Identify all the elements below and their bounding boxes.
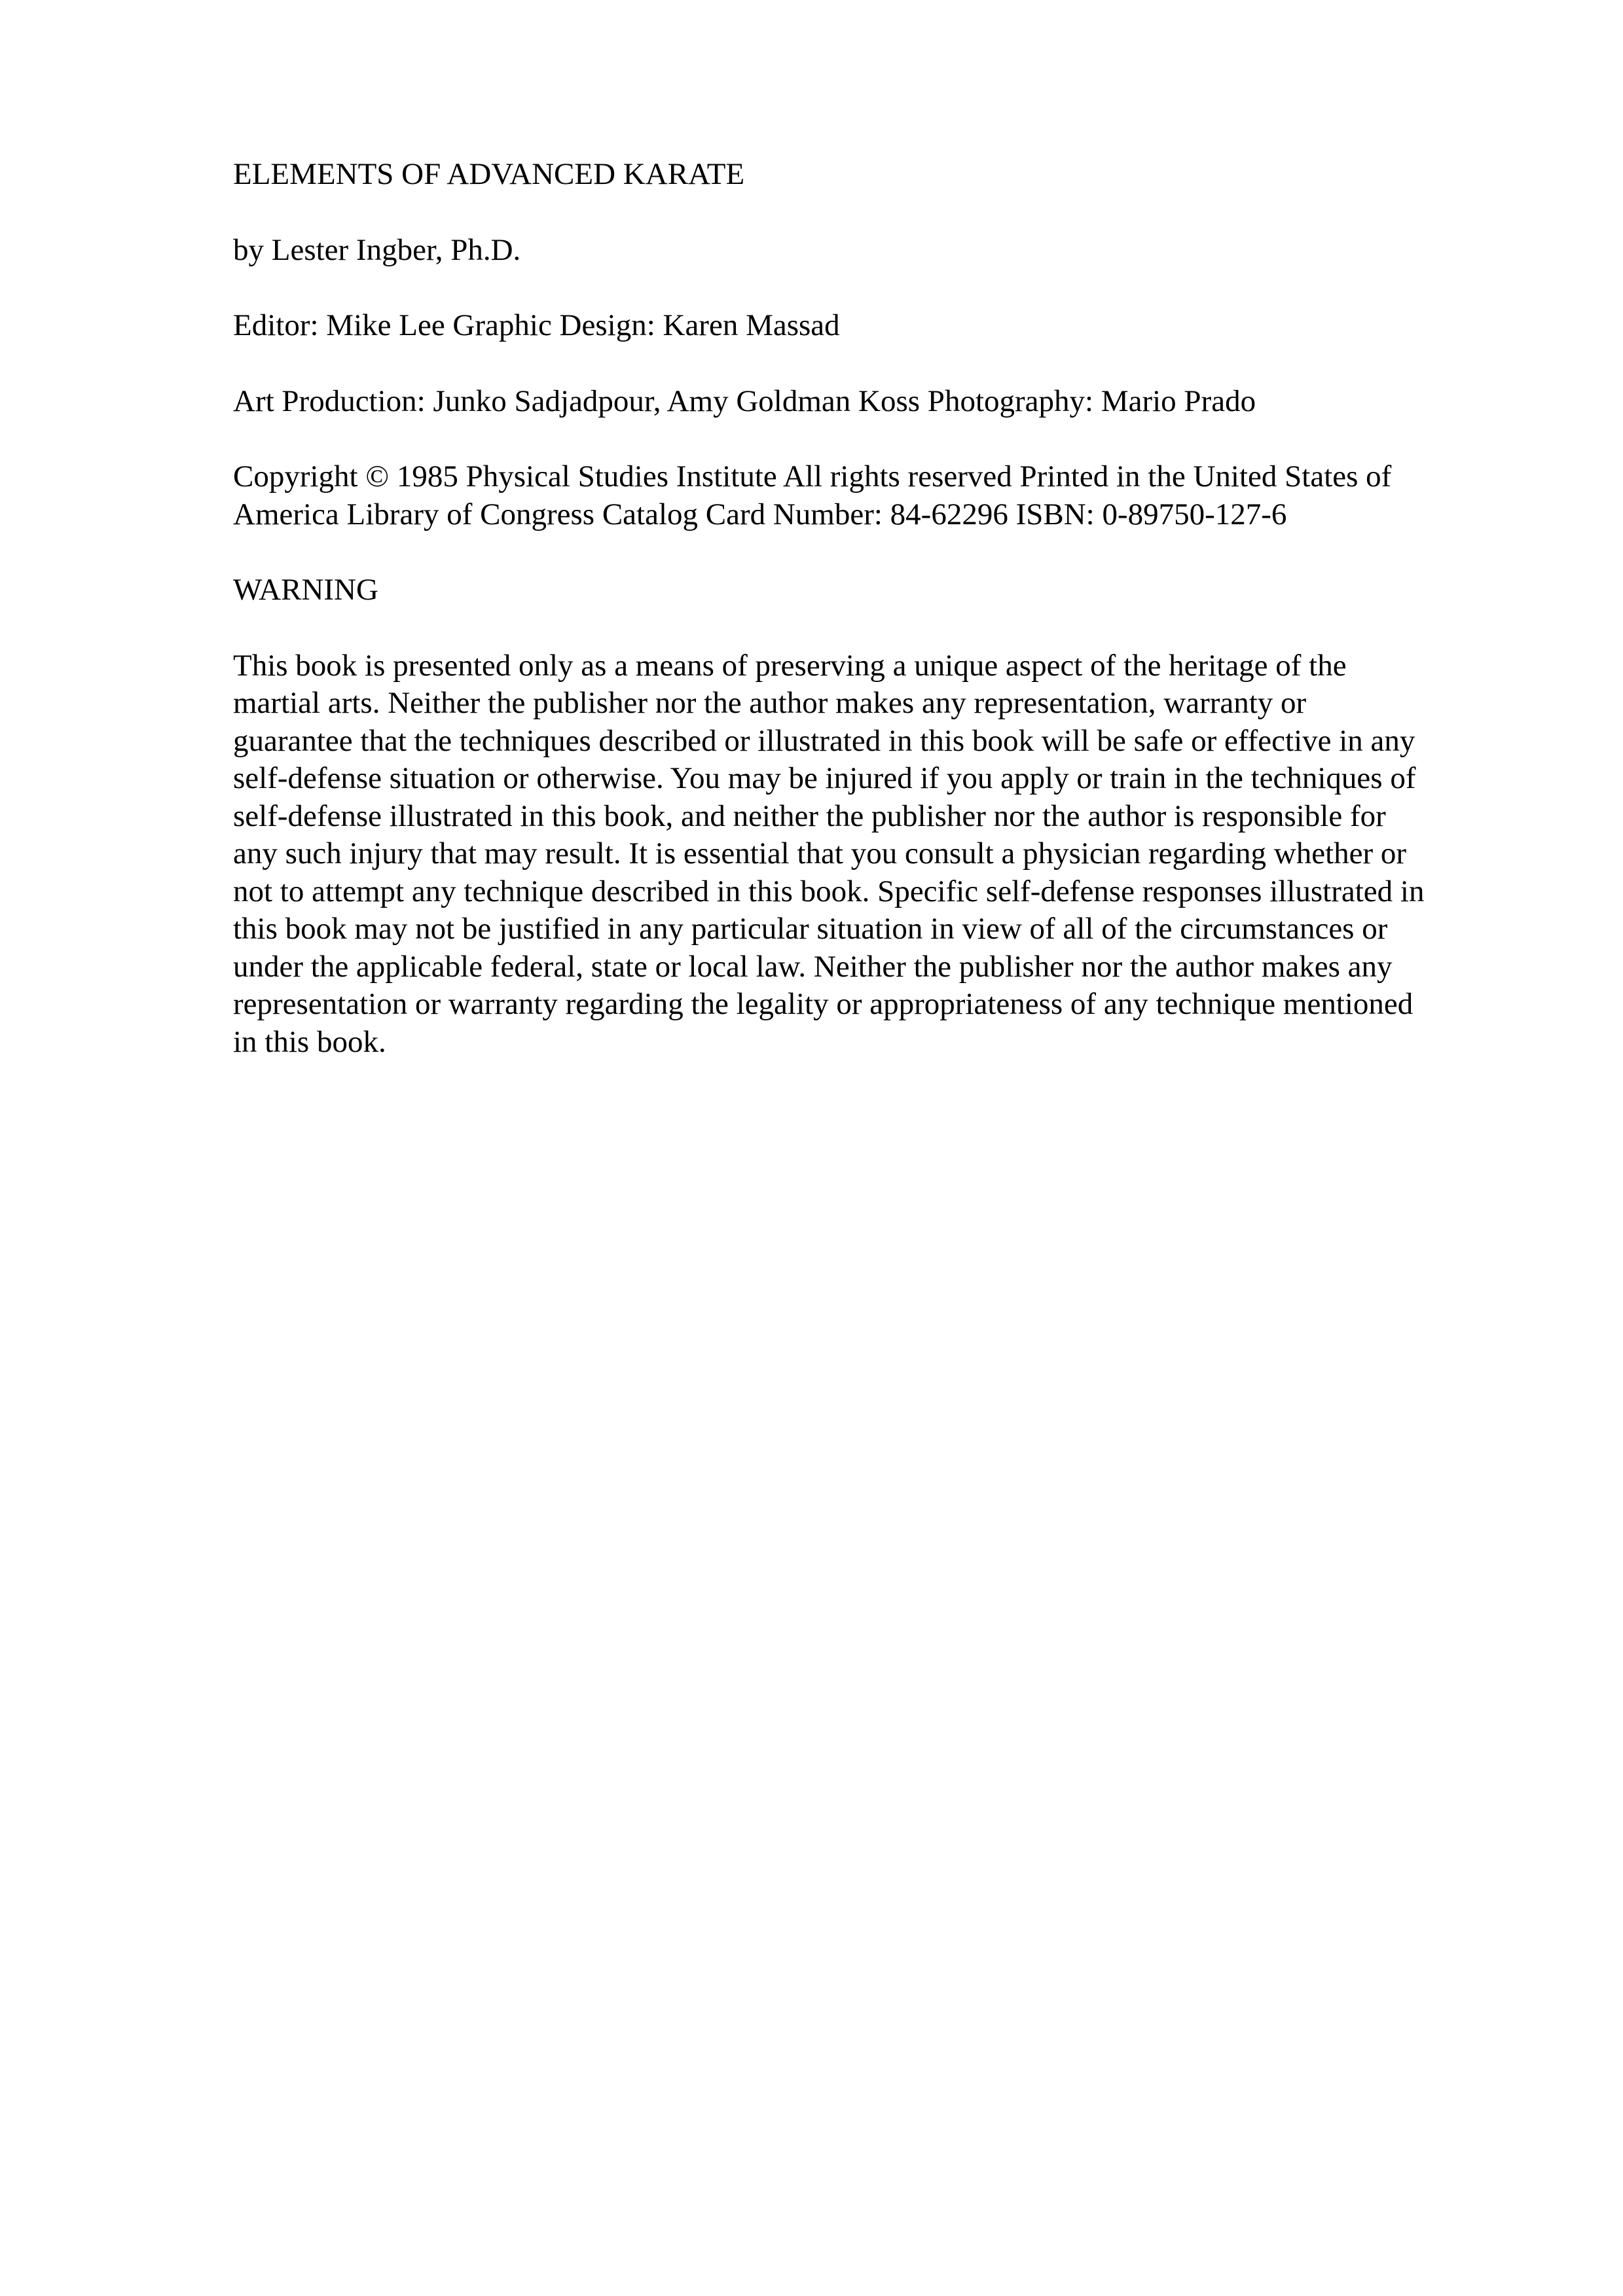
- warning-line: not to attempt any technique described in this book. Specific self-defense responses illustrated in: [233, 874, 1425, 908]
- warning-line: guarantee that the techniques described or illustrated in this book will be safe or effective in any: [233, 723, 1415, 758]
- credits-art-photography: Art Production: Junko Sadjadpour, Amy Goldman Koss Photography: Mario Prado: [233, 384, 1256, 418]
- warning-heading: WARNING: [233, 573, 378, 607]
- warning-line: self-defense illustrated in this book, and neither the publisher nor the author is responsible for: [233, 798, 1386, 833]
- copyright-line: Copyright © 1985 Physical Studies Institute All rights reserved Printed in the United States of: [233, 459, 1392, 493]
- credits-editor-design: Editor: Mike Lee Graphic Design: Karen Massad: [233, 308, 840, 342]
- page-content: [233, 156, 1516, 1099]
- warning-paragraph: [233, 647, 1516, 1062]
- book-title: ELEMENTS OF ADVANCED KARATE: [233, 157, 745, 191]
- warning-line: martial arts. Neither the publisher nor the author makes any representation, warranty or: [233, 686, 1307, 720]
- warning-line: This book is presented only as a means of preserving a unique aspect of the heritage of the: [233, 648, 1347, 683]
- warning-line: this book may not be justified in any particular situation in view of all of the circumstances or: [233, 912, 1388, 946]
- copyright-line: America Library of Congress Catalog Card Number: 84-62296 ISBN: 0-89750-127-6: [233, 497, 1287, 531]
- warning-line: any such injury that may result. It is essential that you consult a physician regarding whether or: [233, 836, 1407, 870]
- warning-line: self-defense situation or otherwise. You may be injured if you apply or train in the techniques of: [233, 761, 1416, 795]
- warning-line: in this book.: [233, 1024, 386, 1059]
- author-byline: by Lester Ingber, Ph.D.: [233, 232, 521, 267]
- warning-line: under the applicable federal, state or local law. Neither the publisher nor the author makes any: [233, 949, 1393, 984]
- copyright-notice: [233, 458, 1516, 533]
- warning-line: representation or warranty regarding the legality or appropriateness of any technique mentioned: [233, 987, 1413, 1021]
